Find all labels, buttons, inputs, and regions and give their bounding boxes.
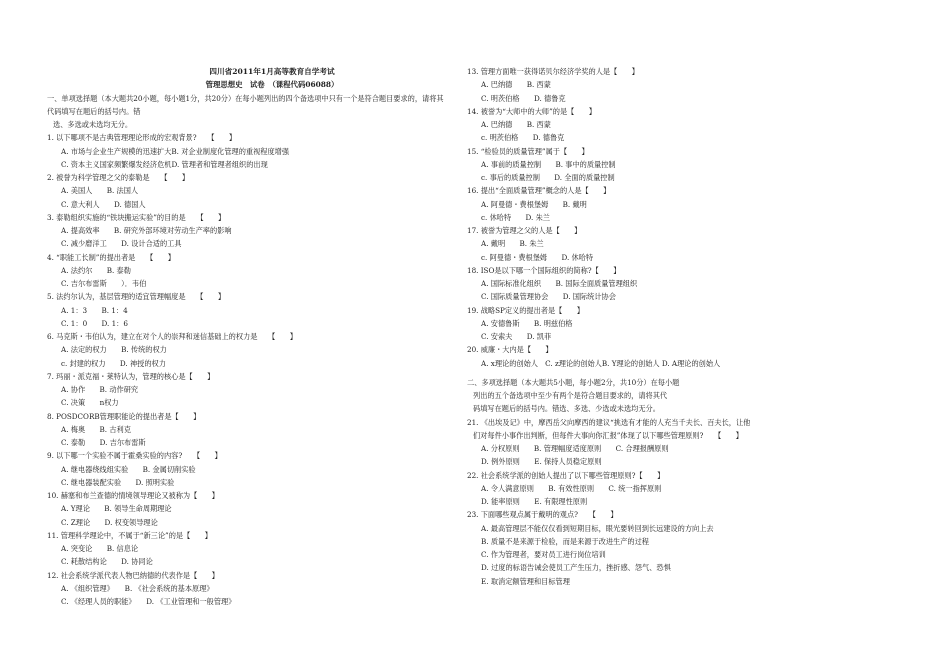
question-text: 21. 《出埃及记》中，摩西岳父向摩西的建议“挑选有才能的人充当千夫长、百夫长，让他 — [467, 417, 751, 427]
question-options: A. x理论的创始人 C. z理论的创始人B. Y理论的创始人 D. A理论的创始人 — [481, 358, 721, 368]
question-options: C. 减少磨洋工 D. 设计合适的工具 — [61, 239, 182, 249]
question-options: C. 资本主义国家频繁爆发经济危机D. 管理者和管理者组织的出现 — [61, 159, 268, 169]
section-instruction: 选、多选或未选均无分。 — [53, 120, 133, 129]
question-options: D. 例外原则 E. 保持人员稳定原则 — [481, 457, 602, 467]
question-text: 1. 以下哪项不是古典管理理论形成的宏观背景? 【 】 — [47, 133, 237, 143]
question-options: A. 巴纳德 B. 西蒙 — [481, 80, 551, 90]
question-options: C. 泰勒 D. 吉尔布雷斯 — [61, 438, 146, 447]
section1-intro — [47, 92, 457, 132]
section-instruction: 一、单项选择题（本大题共20小题，每小题1分，共20分）在每小题列出的四个备选项中只有一个是符合题目要求的，请将其 — [47, 93, 444, 103]
question-text: 18. ISO是以下哪一个国际组织的简称?【 】 — [467, 265, 621, 275]
question — [467, 304, 907, 344]
question-text: 13. 管理方面唯一获得诺贝尔经济学奖的人是【 】 — [467, 67, 639, 76]
question-options: c. 明茨伯格 D. 德鲁克 — [481, 133, 565, 143]
section2-intro — [467, 376, 907, 416]
question — [47, 449, 457, 489]
question-text: 5. 法约尔认为，基层管理的适宜管理幅度是 【 】 — [47, 292, 226, 302]
question-options: C. 安索夫 D. 凯菲 — [481, 332, 552, 341]
question — [467, 184, 907, 224]
question — [467, 264, 907, 304]
section-instruction: 列出的五个备选项中至少有两个是符合题目要求的，请将其代 — [473, 391, 668, 400]
question-text: 2. 被誉为科学管理之父的泰勒是 【 】 — [47, 173, 190, 182]
question-options: A. 阿曼德・费根堡姆 B. 戴明 — [481, 199, 587, 209]
right-column — [467, 65, 907, 588]
question-options: A. Y理论 B. 领导生命周期理论 — [61, 504, 172, 514]
question-options: A. 国际标准化组织 B. 国际全面质量管理组织 — [481, 279, 638, 288]
question-options: c. 事后的质量控制 D. 全面的质量控制 — [481, 173, 615, 182]
question-text: 22. 社会系统学派的创始人提出了以下哪些管理原则?【 】 — [467, 470, 665, 480]
question — [467, 469, 907, 509]
question-text: 19. 战略SP定义的提出者是【 】 — [467, 305, 584, 315]
question — [467, 224, 907, 264]
question — [47, 489, 457, 529]
question-options: C. 意大利人 D. 德国人 — [61, 199, 146, 209]
question-options: B. 质量不是来源于检验，而是来源于改进生产的过程 — [481, 536, 649, 546]
question-text: 15. “检验员的质量管理”属于【 】 — [467, 146, 589, 156]
question-options: D. 能率原则 E. 有限理性原则 — [481, 497, 588, 506]
question-options: A. 事前的质量控制 B. 事中的质量控制 — [481, 159, 616, 169]
question-options: c. 阿曼德・费根堡姆 D. 休哈特 — [481, 252, 594, 262]
question — [47, 171, 457, 211]
exam-subtitle: 管理思想史 试卷 （课程代码06088） — [205, 80, 339, 90]
question — [467, 416, 907, 469]
question-text: 23. 下面哪些观点属于戴明的观点? 【 】 — [467, 510, 618, 520]
question — [47, 131, 457, 171]
question-text: 12. 社会系统学派代表人物巴纳德的代表作是【 】 — [47, 570, 219, 580]
question-text: 20. 威廉・大内是【 】 — [467, 345, 553, 355]
left-column — [47, 65, 457, 608]
question-text: 17. 被誉为管理之父的人是【 】 — [467, 226, 582, 235]
question-text: 4. “职能工长制”的提出者是 【 】 — [47, 252, 175, 262]
question — [467, 508, 907, 588]
question-options: c. 封建的权力 D. 神授的权力 — [61, 358, 166, 368]
question — [467, 145, 907, 185]
question-options: A. 令人满意原则 B. 有效性原则 C. 统一指挥原则 — [481, 483, 662, 493]
question-options: A. 继电器绕线组实验 B. 金属切削实验 — [61, 464, 196, 474]
question-text: 6. 马克斯・韦伯认为，建立在对个人的崇拜和迷信基础上的权力是 【 】 — [47, 332, 297, 341]
question-options: C. Z理论 D. 权变领导理论 — [61, 517, 158, 527]
question — [47, 211, 457, 251]
question-options: A. 美国人 B. 法国人 — [61, 186, 139, 196]
question-options: C. 作为管理者，要对员工进行岗位培训 — [481, 550, 606, 559]
question-options: A. 巴纳德 B. 西蒙 — [481, 120, 551, 129]
question-options: A. 分权原则 B. 管理幅度适度原则 C. 合理报酬原则 — [481, 444, 669, 453]
question-options: C. 1：0 D. 1：6 — [61, 318, 128, 328]
question-options: A. 安德鲁斯 B. 明兹伯格 — [481, 318, 573, 328]
question — [47, 410, 457, 450]
question-text: 11. 管理科学理论中，不属于“新三论”的是【 】 — [47, 530, 212, 540]
question-options: A. 梅奥 B. 古利克 — [61, 424, 131, 434]
question-options: A. 协作 B. 动作研究 — [61, 385, 139, 394]
section-instruction: 码填写在题后的括号内。错选、多选、少选或未选均无分。 — [473, 404, 660, 414]
question-options: A. 提高效率 B. 研究外部环境对劳动生产率的影响 — [61, 226, 232, 235]
exam-title: 四川省2011年1月高等教育自学考试 — [209, 67, 335, 76]
question-options: c. 休哈特 D. 朱兰 — [481, 212, 550, 222]
question-options: C. 耗散结构论 D. 协同论 — [61, 557, 153, 567]
question — [47, 330, 457, 370]
question — [467, 65, 907, 105]
question-options: E. 取消定额管理和目标管理 — [481, 576, 570, 586]
question-options: A. 法定的权力 B. 传统的权力 — [61, 345, 167, 355]
question — [467, 105, 907, 145]
section-instruction: 代码填写在题后的括号内。错 — [47, 106, 141, 116]
question — [47, 290, 457, 330]
question-options: C. 决策 n权力 — [61, 398, 119, 408]
question-text: 10. 赫塞和布兰查德的情境领导理论又被称为【 】 — [47, 491, 219, 500]
question-options: A. 1：3 B. 1：4 — [61, 305, 128, 315]
question-options: C. 国际质量管理协会 D. 国际统计协会 — [481, 292, 616, 302]
question-options: C. 明茨伯格 D. 德鲁克 — [481, 93, 566, 103]
question-options: A. 市场与企业生产规模的迅速扩大B. 对企业制度化管理的重视程度增强 — [61, 146, 290, 156]
section-instruction: 二、多项选择题（本大题共5小题，每小题2分，共10分）在每小题 — [467, 377, 680, 387]
question — [47, 370, 457, 410]
question-options: A. 突变论 B. 信息论 — [61, 544, 139, 553]
question-text: 9. 以下哪一个实验不属于霍桑实验的内容? 【 】 — [47, 451, 222, 461]
question-options: A. 最高管理层不能仅仅看到短期目标，眼光要转回到长远建设的方向上去 — [481, 523, 714, 533]
question-options: A. 《组织管理》 B. 《社会系统的基本原理》 — [61, 583, 214, 593]
question-text: 16. 提出“全面质量管理”概念的人是【 】 — [467, 186, 611, 196]
question-options: C. 吉尔布雷斯 ）．韦伯 — [61, 279, 147, 288]
question — [47, 251, 457, 291]
question-options: A. 法约尔 B. 泰勒 — [61, 265, 131, 275]
question-options: C. 继电器装配实验 D. 照明实验 — [61, 477, 175, 487]
question-options: A. 戴明 B. 朱兰 — [481, 239, 544, 249]
question-options: C. 《经理人员的职能》 D. 《工业管理和一般管理》 — [61, 597, 236, 606]
question — [47, 529, 457, 569]
question-text: 8. POSDCORB管理职能论的提出者是【 】 — [47, 411, 201, 421]
question-text: 14. 被誉为“大师中的大师”的是【 】 — [467, 106, 596, 116]
question — [467, 343, 907, 370]
question-text: 3. 泰勒组织实施的“铁块搬运实验”的目的是 【 】 — [47, 212, 226, 222]
question-text: 7. 玛丽・派克福・莱特认为，管理的核心是【 】 — [47, 371, 215, 381]
question-text-continued: 们对每件小事作出判断，但每件大事向你汇报”体现了以下哪些管理原则? 【 】 — [473, 430, 743, 440]
question — [47, 569, 457, 609]
question-options: D. 过度的标语告诫会使员工产生压力，挫折感、怨气、恐惧 — [481, 563, 671, 573]
